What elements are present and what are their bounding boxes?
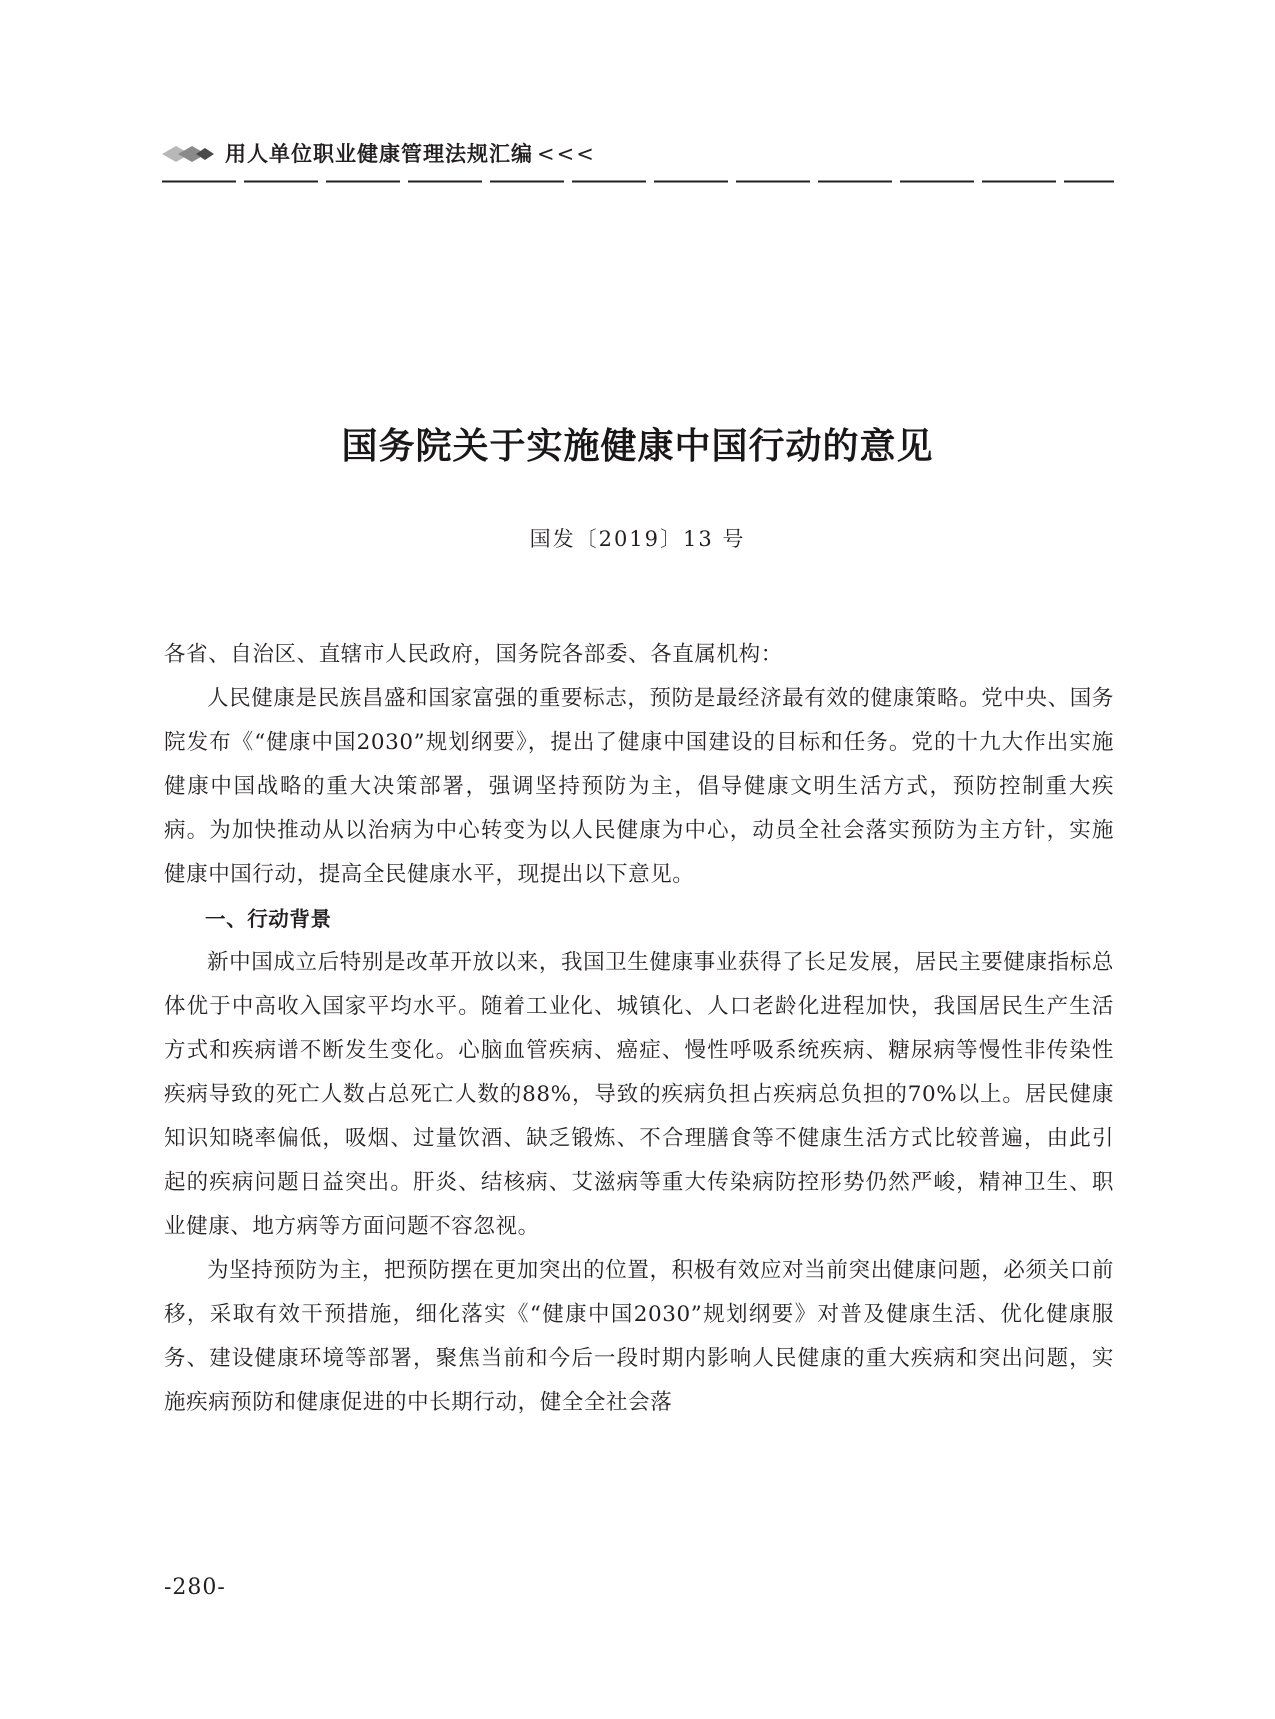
book-title-text: 用人单位职业健康管理法规汇编 xyxy=(225,142,533,166)
header-dashed-rule xyxy=(162,180,1114,183)
book-title xyxy=(225,138,596,168)
paragraph: 新中国成立后特别是改革开放以来，我国卫生健康事业获得了长足发展，居民主要健康指标总体优于中高收入国家平均水平。随着工业化、城镇化、人口老龄化进程加快，我国居民生产生活方式和疾病谱不断发生变化。心脑血管疾病、癌症、慢性呼吸系统疾病、糖尿病等慢性非传染性疾病导致的死亡人数占总死亡人数的88%，导致的疾病负担占疾病总负担的70%以上。居民健康知识知晓率偏低，吸烟、过量饮酒、缺乏锻炼、不合理膳食等不健康生活方式比较普遍，由此引起的疾病问题日益突出。肝炎、结核病、艾滋病等重大传染病防控形势仍然严峻，精神卫生、职业健康、地方病等方面问题不容忽视。 xyxy=(164,950,1114,1239)
header-arrows: <<< xyxy=(537,142,596,166)
section-heading: 一、行动背景 xyxy=(205,907,332,931)
document-title: 国务院关于实施健康中国行动的意见 xyxy=(341,426,934,467)
document-body xyxy=(164,633,1114,1425)
page-number: -280- xyxy=(164,1575,226,1600)
addressee-line: 各省、自治区、直辖市人民政府，国务院各部委、各直属机构： xyxy=(164,642,783,667)
paragraph: 为坚持预防为主，把预防摆在更加突出的位置，积极有效应对当前突出健康问题，必须关口前移，采取有效干预措施，细化落实《“健康中国2030”规划纲要》对普及健康生活、优化健康服务、建设健康环境等部署，聚焦当前和今后一段时期内影响人民健康的重大疾病和突出问题，实施疾病预防和健康促进的中长期行动，健全全社会落 xyxy=(164,1258,1114,1415)
running-header xyxy=(162,134,1114,184)
paragraph: 人民健康是民族昌盛和国家富强的重要标志，预防是最经济最有效的健康策略。党中央、国务院发布《“健康中国2030”规划纲要》，提出了健康中国建设的目标和任务。党的十九大作出实施健康中国战略的重大决策部署，强调坚持预防为主，倡导健康文明生活方式，预防控制重大疾病。为加快推动从以治病为中心转变为以人民健康为中心，动员全社会落实预防为主方针，实施健康中国行动，提高全民健康水平，现提出以下意见。 xyxy=(164,686,1114,887)
document-number: 国发〔2019〕13 号 xyxy=(529,527,746,551)
double-diamond-ornament-icon xyxy=(162,144,218,164)
